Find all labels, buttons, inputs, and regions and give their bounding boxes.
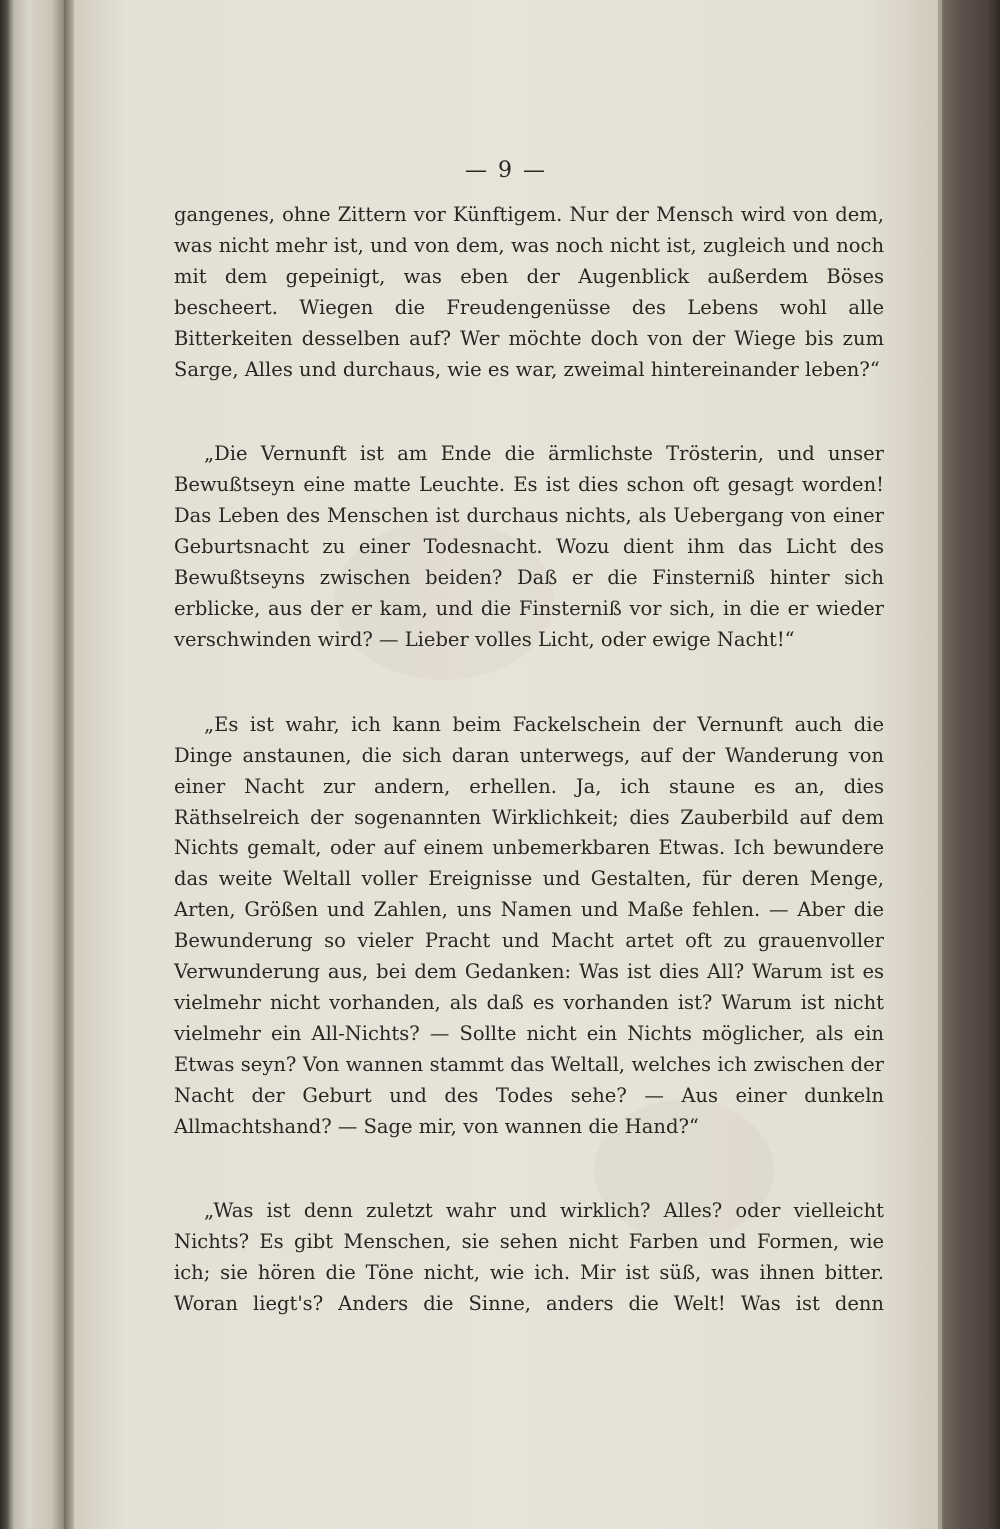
left-page-edge: [0, 0, 64, 1529]
paragraph-2: „Die Vernunft ist am Ende die ärmlichste Trösterin, und unser Bewußtseyn eine matte Leuchte. Es ist dies schon oft gesagt worden! Das Leben des Menschen ist durchaus nichts, als Uebergang von einer Geburtsnacht zu einer Todesnacht. Wozu dient ihm das Licht des Bewußtseyns zwischen beiden? Daß er die Finsterniß hinter sich erblicke, aus der er kam, und die Finsterniß vor sich, in die er wieder verschwinden wird? — Lieber volles Licht, oder ewige Nacht!“: [174, 442, 884, 651]
paragraph-1: gangenes, ohne Zittern vor Künftigem. Nur der Mensch wird von dem, was nicht mehr ist, und von dem, was noch nicht ist, zugleich und noch mit dem gepeinigt, was eben der Augenblick außerdem Böses bescheert. Wiegen die Freudengenüsse des Lebens wohl alle Bitterkeiten desselben auf? Wer möchte doch von der Wiege bis zum Sarge, Alles und durchaus, wie es war, zweimal hintereinander leben?“: [174, 203, 884, 381]
paragraph-4: „Was ist denn zuletzt wahr und wirklich? Alles? oder vielleicht Nichts? Es gibt Menschen, sie sehen nicht Farben und Formen, wie ich; sie hören die Töne nicht, wie ich. Mir ist süß, was ihnen bitter. Woran liegt's? Anders die Sinne, anders die Welt! Was ist denn: [174, 1199, 884, 1316]
body-text: [174, 200, 884, 1374]
page-number: — 9 —: [465, 158, 547, 183]
page-edge: [938, 0, 942, 1529]
book-page: [74, 0, 938, 1529]
book-gutter: [64, 0, 74, 1529]
paragraph-3: „Es ist wahr, ich kann beim Fackelschein der Vernunft auch die Dinge anstaunen, die sich daran unterwegs, auf der Wanderung von einer Nacht zur andern, erhellen. Ja, ich staune es an, dies Räthselreich der sogenannten Wirklichkeit; dies Zauberbild auf dem Nichts gemalt, oder auf einem unbemerkbaren Etwas. Ich bewundere das weite Weltall voller Ereignisse und Gestalten, für deren Menge, Arten, Größen und Zahlen, uns Namen und Maße fehlen. — Aber die Bewunderung so vieler Pracht und Macht artet oft zu grauenvoller Verwunderung aus, bei dem Gedanken: Was ist dies All? Warum ist es vielmehr nicht vorhanden, als daß es vorhanden ist? Warum ist nicht vielmehr ein All-Nichts? — Sollte nicht ein Nichts möglicher, als ein Etwas seyn? Von wannen stammt das Weltall, welches ich zwischen der Nacht der Geburt und des Todes sehe? — Aus einer dunkeln Allmachtshand? — Sage mir, von wannen die Hand?“: [174, 712, 884, 1138]
book-cover-board: [938, 0, 1000, 1529]
